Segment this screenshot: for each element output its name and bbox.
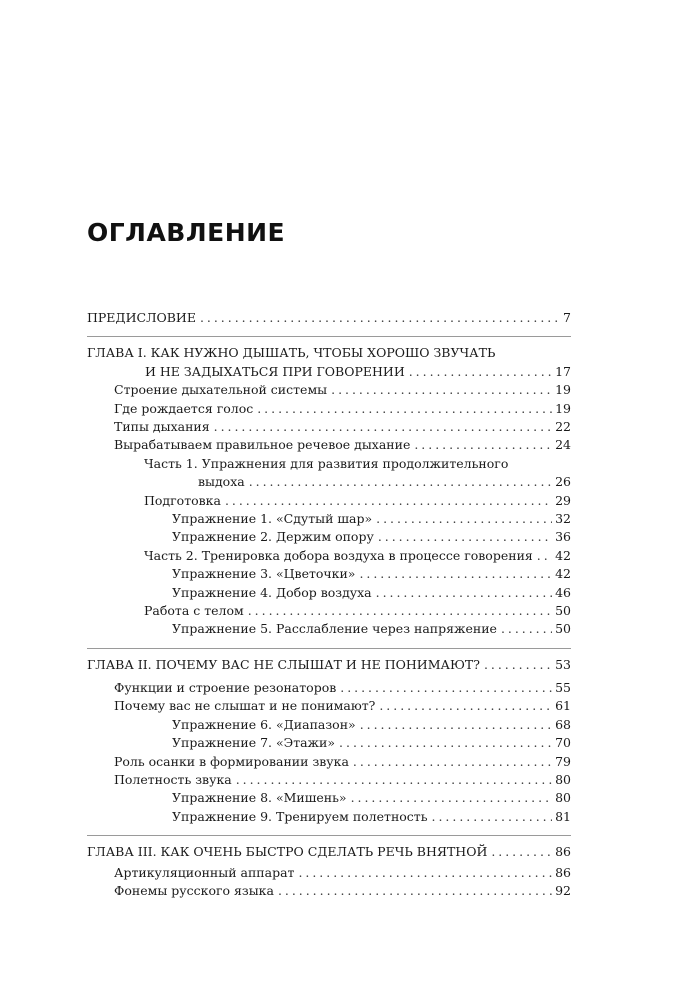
- entry-title: Упражнение 7. «Этажи»: [172, 735, 336, 751]
- toc-entry: [87, 528, 571, 546]
- toc-entry: [87, 492, 571, 510]
- leader-dots: [537, 547, 552, 565]
- leader-dots: [236, 771, 552, 789]
- leader-dots: [378, 528, 552, 546]
- entry-title: Упражнение 6. «Диапазон»: [172, 716, 356, 732]
- page-number: 46: [555, 584, 571, 600]
- toc-entry: [87, 734, 571, 752]
- entry-title: Функции и строение резонаторов: [114, 680, 337, 696]
- leader-dots: [353, 753, 552, 771]
- leader-dots: [339, 734, 552, 752]
- entry-title: Часть 2. Тренировка добора воздуха в процессе говорения: [144, 547, 533, 563]
- entry-title: Вырабатываем правильное речевое дыхание: [114, 437, 411, 453]
- page-number: 70: [555, 735, 571, 751]
- entry-title: ГЛАВА III. КАК ОЧЕНЬ БЫСТРО СДЕЛАТЬ РЕЧЬ ВНЯТНОЙ: [87, 844, 488, 860]
- toc-entry: [87, 455, 571, 492]
- leader-dots: [409, 363, 552, 381]
- leader-dots: [298, 864, 552, 882]
- entry-title: Строение дыхательной системы: [114, 382, 328, 398]
- entry-title: Упражнение 2. Держим опору: [172, 529, 374, 545]
- leader-dots: [278, 882, 552, 900]
- entry-title: Упражнение 8. «Мишень»: [172, 790, 347, 806]
- page-number: 92: [555, 882, 571, 898]
- entry-title: ПРЕДИСЛОВИЕ: [87, 310, 196, 325]
- page-number: 42: [555, 547, 571, 563]
- entry-title: Почему вас не слышат и не понимают?: [114, 698, 376, 714]
- toc-entry-preface: [87, 309, 571, 327]
- page-number: 22: [555, 418, 571, 434]
- entry-title-line-2: И НЕ ЗАДЫХАТЬСЯ ПРИ ГОВОРЕНИИ: [145, 363, 405, 379]
- toc-entry: [87, 547, 571, 565]
- toc-entry: [87, 602, 571, 620]
- page-number: 29: [555, 492, 571, 508]
- page-number: 7: [563, 310, 571, 325]
- leader-dots: [376, 584, 552, 602]
- leader-dots: [360, 716, 552, 734]
- toc-entry: [87, 584, 571, 602]
- entry-title: Упражнение 9. Тренируем полетность: [172, 808, 428, 824]
- page-number: 32: [555, 510, 571, 526]
- toc-entry: [87, 882, 571, 900]
- entry-title-line-1: ГЛАВА I. КАК НУЖНО ДЫШАТЬ, ЧТОБЫ ХОРОШО ЗВУЧАТЬ: [87, 345, 496, 361]
- page-number: 17: [555, 363, 571, 379]
- divider: [87, 336, 571, 337]
- page-number: 53: [555, 656, 571, 672]
- leader-dots: [248, 602, 552, 620]
- page-number: 55: [555, 680, 571, 696]
- page-number: 36: [555, 529, 571, 545]
- toc-entry: [87, 716, 571, 734]
- toc-entry: [87, 418, 571, 436]
- entry-title: Фонемы русского языка: [114, 882, 274, 898]
- page-number: 24: [555, 437, 571, 453]
- entry-title-line-2: выдоха: [198, 474, 245, 490]
- divider: [87, 835, 571, 836]
- page-number: 81: [555, 808, 571, 824]
- page-number: 26: [555, 474, 571, 490]
- entry-title: ГЛАВА II. ПОЧЕМУ ВАС НЕ СЛЫШАТ И НЕ ПОНИМАЮТ?: [87, 656, 480, 672]
- leader-dots: [331, 381, 552, 399]
- page-number: 50: [555, 621, 571, 637]
- toc-entry: [87, 697, 571, 715]
- leader-dots: [491, 843, 552, 861]
- entry-title: Артикуляционный аппарат: [114, 864, 295, 880]
- toc-entry-chapter-2: [87, 656, 571, 674]
- page-number: 86: [555, 864, 571, 880]
- page-number: 80: [555, 772, 571, 788]
- leader-dots: [200, 309, 560, 327]
- leader-dots: [501, 620, 552, 638]
- leader-dots: [351, 789, 553, 807]
- toc-entry-chapter-3: [87, 843, 571, 861]
- toc-entry: [87, 436, 571, 454]
- leader-dots: [340, 679, 552, 697]
- leader-dots: [432, 808, 553, 826]
- toc-entry: [87, 864, 571, 882]
- leader-dots: [249, 473, 552, 491]
- entry-title: Работа с телом: [144, 602, 244, 618]
- leader-dots: [257, 400, 552, 418]
- leader-dots: [214, 418, 552, 436]
- page-number: 79: [555, 753, 571, 769]
- entry-title: Где рождается голос: [114, 400, 254, 416]
- leader-dots: [376, 510, 552, 528]
- toc-entry: [87, 510, 571, 528]
- page-number: 19: [555, 382, 571, 398]
- entry-title: Упражнение 5. Расслабление через напряжение: [172, 621, 497, 637]
- toc-entry: [87, 771, 571, 789]
- page-number: 80: [555, 790, 571, 806]
- toc-entry: [87, 789, 571, 807]
- entry-title: Упражнение 1. «Сдутый шар»: [172, 510, 373, 526]
- table-of-contents: [87, 309, 571, 900]
- entry-title: Полетность звука: [114, 772, 232, 788]
- page-number: 61: [555, 698, 571, 714]
- page-number: 86: [555, 844, 571, 860]
- page-title: ОГЛАВЛЕНИЕ: [87, 218, 286, 247]
- leader-dots: [414, 436, 552, 454]
- leader-dots: [225, 492, 552, 510]
- entry-title: Типы дыхания: [114, 418, 210, 434]
- entry-title-line-1: Часть 1. Упражнения для развития продолжительного: [144, 455, 509, 471]
- page-number: 50: [555, 602, 571, 618]
- entry-title: Роль осанки в формировании звука: [114, 753, 349, 769]
- entry-title: Упражнение 3. «Цветочки»: [172, 566, 356, 582]
- toc-entry: [87, 753, 571, 771]
- leader-dots: [359, 565, 552, 583]
- page-number: 19: [555, 400, 571, 416]
- toc-entry: [87, 808, 571, 826]
- leader-dots: [379, 697, 552, 715]
- page-number: 42: [555, 566, 571, 582]
- divider: [87, 648, 571, 649]
- page-number: 68: [555, 716, 571, 732]
- toc-entry: [87, 620, 571, 638]
- toc-entry: [87, 381, 571, 399]
- toc-entry-chapter-1: [87, 344, 571, 381]
- toc-entry: [87, 400, 571, 418]
- entry-title: Упражнение 4. Добор воздуха: [172, 584, 372, 600]
- toc-entry: [87, 679, 571, 697]
- leader-dots: [484, 656, 552, 674]
- entry-title: Подготовка: [144, 492, 221, 508]
- toc-entry: [87, 565, 571, 583]
